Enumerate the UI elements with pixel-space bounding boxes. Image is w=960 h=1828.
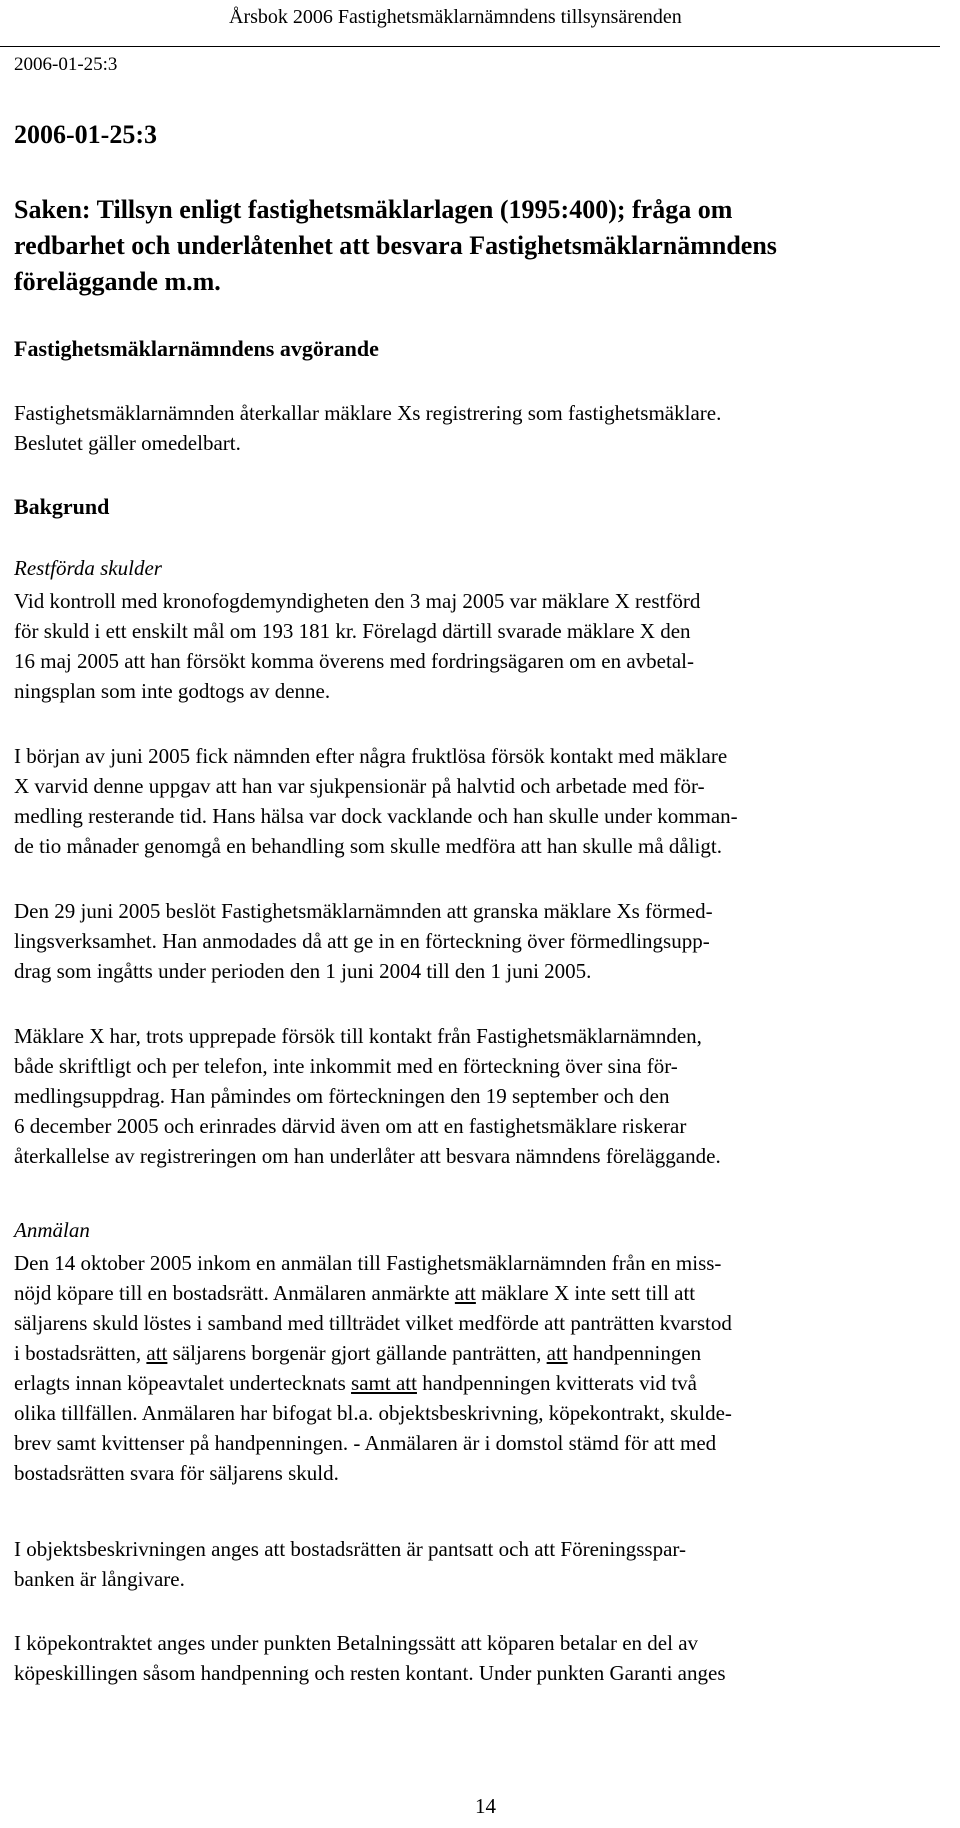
paragraph-line: de tio månader genomgå en behandling som skulle medföra att han skulle må dåligt. <box>14 834 722 858</box>
page-number: 14 <box>475 1794 496 1818</box>
decision-paragraph <box>14 398 934 458</box>
paragraph-line <box>14 1278 934 1308</box>
paragraph-line: I köpekontraktet anges under punkten Betalningssätt att köparen betalar en del av <box>14 1631 699 1655</box>
text-run: handpenningen kvitterats vid två <box>416 1371 697 1395</box>
paragraph-line: banken är långivare. <box>14 1567 185 1591</box>
paragraph-line: Beslutet gäller omedelbart. <box>14 431 241 455</box>
case-title-line: redbarhet och underlåtenhet att besvara Fastighetsmäklarnämndens <box>14 231 777 260</box>
paragraph-line: Vid kontroll med kronofogdemyndigheten den 3 maj 2005 var mäklare X restförd <box>14 589 701 613</box>
case-title-line: föreläggande m.m. <box>14 267 221 296</box>
paragraph-line: säljarens skuld löstes i samband med tillträdet vilket medförde att panträtten kvarstod <box>14 1311 732 1335</box>
paragraph-line: lingsverksamhet. Han anmodades då att ge in en förteckning över förmedlingsupp- <box>14 929 710 953</box>
paragraph-line: medling resterande tid. Hans hälsa var dock vacklande och han skulle under komman- <box>14 804 738 828</box>
header-case-ref: 2006-01-25:3 <box>14 54 118 75</box>
case-id: 2006-01-25:3 <box>14 120 157 149</box>
paragraph-line: I objektsbeskrivningen anges att bostadsrätten är pantsatt och att Föreningsspar- <box>14 1537 686 1561</box>
text-run: handpenningen <box>567 1341 702 1365</box>
case-title-line: Saken: Tillsyn enligt fastighetsmäklarlagen (1995:400); fråga om <box>14 195 733 224</box>
case-title <box>14 192 934 300</box>
background-paragraph-1 <box>14 586 934 706</box>
text-run: mäklare X inte sett till att <box>475 1281 696 1305</box>
report-paragraph-3 <box>14 1628 934 1688</box>
paragraph-line: I början av juni 2005 fick nämnden efter några fruktlösa försök kontakt med mäklare <box>14 744 728 768</box>
paragraph-line: 6 december 2005 och erinrades därvid även om att en fastighetsmäklare riskerar <box>14 1114 687 1138</box>
paragraph-line: både skriftligt och per telefon, inte inkommit med en förteckning över sina för- <box>14 1054 678 1078</box>
paragraph-line: olika tillfällen. Anmälaren har bifogat bl.a. objektsbeskrivning, köpekontrakt, skulde- <box>14 1401 732 1425</box>
paragraph-line: ningsplan som inte godtogs av denne. <box>14 679 331 703</box>
paragraph-line: Fastighetsmäklarnämnden återkallar mäklare Xs registrering som fastighetsmäklare. <box>14 401 722 425</box>
paragraph-line: 16 maj 2005 att han försökt komma överens med fordringsägaren om en avbetal- <box>14 649 694 673</box>
underlined-text: att <box>146 1341 168 1365</box>
paragraph-line: återkallelse av registreringen om han underlåter att besvara nämndens föreläggande. <box>14 1144 721 1168</box>
background-paragraph-3 <box>14 896 934 986</box>
paragraph-line: brev samt kvittenser på handpenningen. - Anmälaren är i domstol stämd för att med <box>14 1431 717 1455</box>
paragraph-line: Den 29 juni 2005 beslöt Fastighetsmäklarnämnden att granska mäklare Xs förmed- <box>14 899 713 923</box>
restforda-skulder-subheading: Restförda skulder <box>14 556 162 580</box>
underlined-text: att <box>546 1341 568 1365</box>
anmalan-subheading: Anmälan <box>14 1218 90 1242</box>
text-run: nöjd köpare till en bostadsrätt. Anmälaren anmärkte <box>14 1281 455 1305</box>
text-run: i bostadsrätten, <box>14 1341 147 1365</box>
report-paragraph-2 <box>14 1534 934 1594</box>
header-rule <box>0 46 940 47</box>
paragraph-line: för skuld i ett enskilt mål om 193 181 kr. Förelagd därtill svarade mäklare X den <box>14 619 691 643</box>
paragraph-line: Den 14 oktober 2005 inkom en anmälan till Fastighetsmäklarnämnden från en miss- <box>14 1251 722 1275</box>
paragraph-line <box>14 1338 934 1368</box>
paragraph-line: drag som ingåtts under perioden den 1 juni 2004 till den 1 juni 2005. <box>14 959 592 983</box>
paragraph-line: medlingsuppdrag. Han påmindes om förteckningen den 19 september och den <box>14 1084 670 1108</box>
paragraph-line: X varvid denne uppgav att han var sjukpensionär på halvtid och arbetade med för- <box>14 774 705 798</box>
background-paragraph-4 <box>14 1021 934 1171</box>
underlined-text: att <box>454 1281 476 1305</box>
paragraph-line: köpeskillingen såsom handpenning och resten kontant. Under punkten Garanti anges <box>14 1661 726 1685</box>
background-paragraph-2 <box>14 741 934 861</box>
text-run: erlagts innan köpeavtalet undertecknats <box>14 1371 352 1395</box>
report-paragraph-1 <box>14 1248 934 1488</box>
running-title: Årsbok 2006 Fastighetsmäklarnämndens tillsynsärenden <box>229 6 682 28</box>
paragraph-line: bostadsrätten svara för säljarens skuld. <box>14 1461 339 1485</box>
decision-heading: Fastighetsmäklarnämndens avgörande <box>14 336 379 361</box>
paragraph-line: Mäklare X har, trots upprepade försök till kontakt från Fastighetsmäklarnämnden, <box>14 1024 702 1048</box>
background-heading: Bakgrund <box>14 494 110 519</box>
underlined-text: samt att <box>351 1371 417 1395</box>
paragraph-line <box>14 1368 934 1398</box>
text-run: säljarens borgenär gjort gällande panträtten, <box>167 1341 547 1365</box>
